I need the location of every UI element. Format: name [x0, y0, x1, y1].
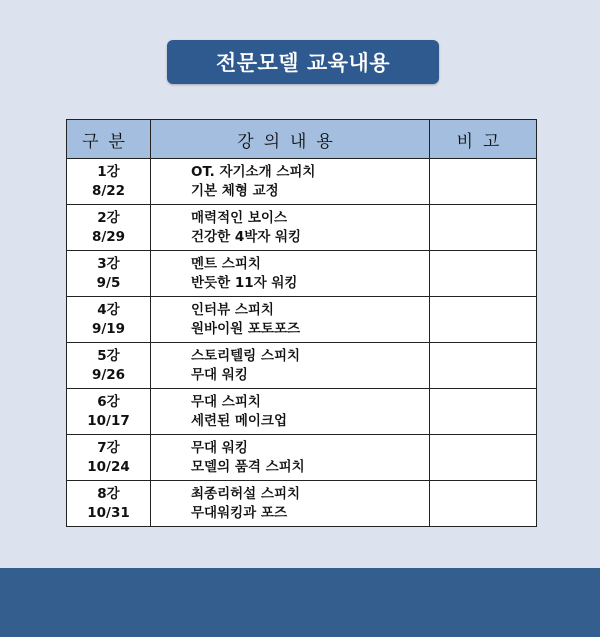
footer-band — [0, 568, 600, 637]
content-line-1: 최종리허설 스피치 — [191, 485, 301, 502]
session-cell — [67, 251, 151, 297]
session-date: 10/24 — [87, 458, 130, 475]
note-cell — [430, 251, 537, 297]
content-cell — [151, 481, 430, 527]
header-session: 구분 — [67, 120, 151, 159]
session-cell — [67, 435, 151, 481]
session-cell — [67, 297, 151, 343]
content-line-1: 무대 워킹 — [191, 439, 248, 456]
content-line-1: 매력적인 보이스 — [191, 209, 287, 226]
content-line-2: 건강한 4박자 워킹 — [191, 228, 302, 245]
header-content: 강의내용 — [151, 120, 430, 159]
header-note: 비고 — [430, 120, 537, 159]
content-cell — [151, 343, 430, 389]
session-date: 10/17 — [87, 412, 130, 429]
content-line-1: 무대 스피치 — [191, 393, 261, 410]
content-line-2: 세련된 메이크업 — [191, 412, 287, 429]
page-title — [167, 40, 439, 84]
note-cell — [430, 343, 537, 389]
session-date: 8/29 — [91, 228, 126, 245]
note-cell — [430, 435, 537, 481]
content-cell — [151, 389, 430, 435]
session-date: 9/5 — [96, 274, 121, 291]
session-date: 10/31 — [87, 504, 130, 521]
session-cell — [67, 481, 151, 527]
content-cell — [151, 159, 430, 205]
content-line-2: 무대워킹과 포즈 — [191, 504, 287, 521]
content-cell — [151, 297, 430, 343]
content-line-2: 기본 체형 교정 — [191, 182, 279, 199]
session-number: 7강 — [97, 439, 120, 456]
session-number: 1강 — [97, 163, 120, 180]
session-cell — [67, 205, 151, 251]
note-cell — [430, 159, 537, 205]
table-row — [67, 159, 537, 205]
content-line-2: 모델의 품격 스피치 — [191, 458, 305, 475]
session-number: 6강 — [97, 393, 120, 410]
session-cell — [67, 389, 151, 435]
table-row — [67, 251, 537, 297]
session-number: 2강 — [97, 209, 120, 226]
content-cell — [151, 251, 430, 297]
table-row — [67, 481, 537, 527]
session-number: 5강 — [97, 347, 120, 364]
content-cell — [151, 205, 430, 251]
content-cell — [151, 435, 430, 481]
content-line-1: 멘트 스피치 — [191, 255, 261, 272]
curriculum-table — [66, 119, 537, 527]
table-row — [67, 343, 537, 389]
page-title-text: 전문모델 교육내용 — [215, 51, 391, 75]
session-cell — [67, 159, 151, 205]
session-date: 9/19 — [91, 320, 126, 337]
session-date: 8/22 — [91, 182, 126, 199]
table-header-row — [67, 120, 537, 159]
session-date: 9/26 — [91, 366, 126, 383]
session-cell — [67, 343, 151, 389]
content-line-1: OT. 자기소개 스피치 — [191, 163, 316, 180]
content-line-1: 스토리텔링 스피치 — [191, 347, 301, 364]
note-cell — [430, 481, 537, 527]
table-row — [67, 435, 537, 481]
note-cell — [430, 297, 537, 343]
session-number: 8강 — [97, 485, 120, 502]
note-cell — [430, 389, 537, 435]
content-line-1: 인터뷰 스피치 — [191, 301, 274, 318]
session-number: 4강 — [97, 301, 120, 318]
table-row — [67, 389, 537, 435]
content-line-2: 원바이원 포토포즈 — [191, 320, 301, 337]
content-line-2: 반듯한 11자 워킹 — [191, 274, 298, 291]
table-row — [67, 205, 537, 251]
session-number: 3강 — [97, 255, 120, 272]
table-row — [67, 297, 537, 343]
note-cell — [430, 205, 537, 251]
content-line-2: 무대 워킹 — [191, 366, 248, 383]
